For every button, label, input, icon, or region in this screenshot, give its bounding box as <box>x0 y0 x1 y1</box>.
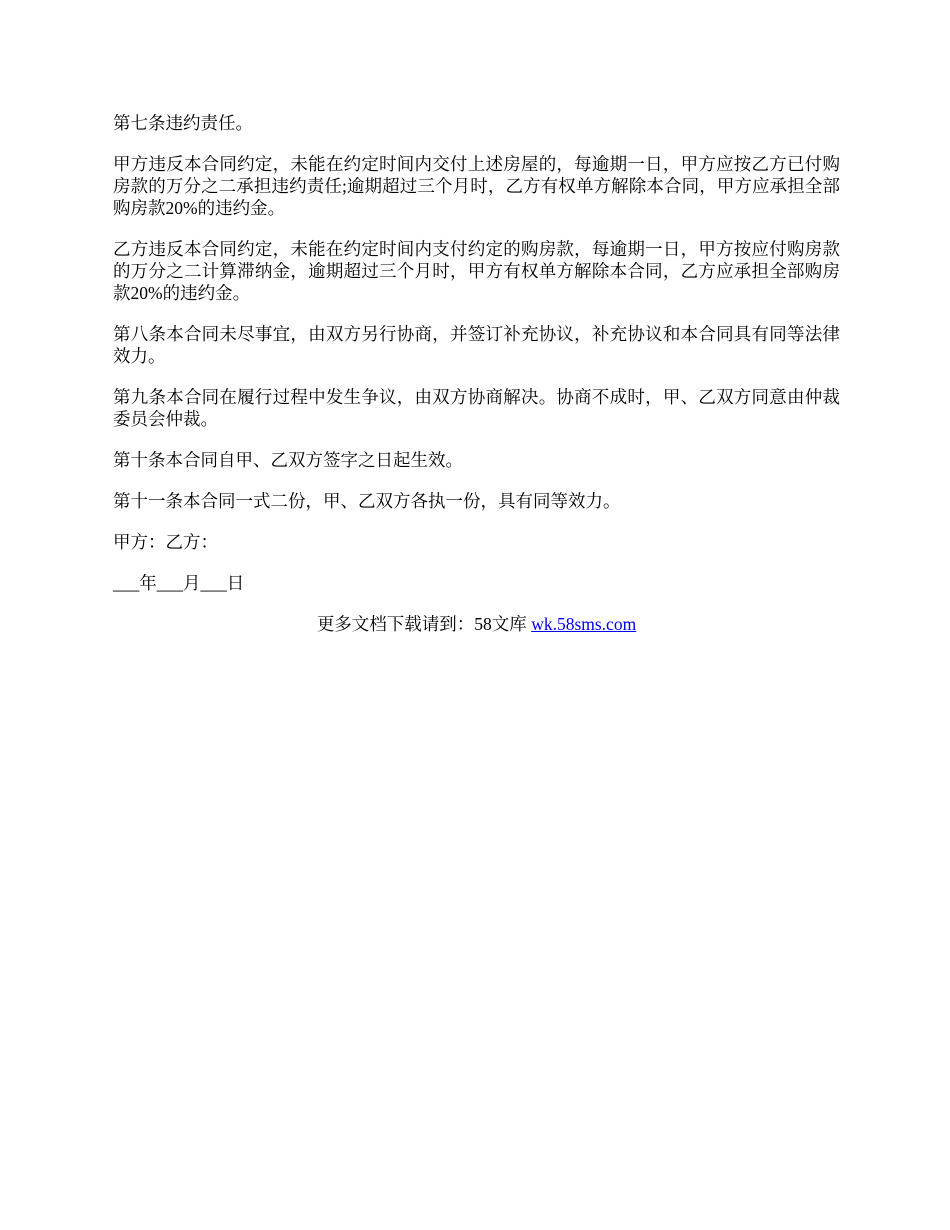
article-11-paragraph: 第十一条本合同一式二份，甲、乙双方各执一份，具有同等效力。 <box>113 491 621 511</box>
party-b-breach-paragraph: 乙方违反本合同约定，未能在约定时间内支付约定的购房款，每逾期一日，甲方按应付购房款的万分之二计算滞纳金，逾期超过三个月时，甲方有权单方解除本合同，乙方应承担全部购房款20%的违约金。 <box>113 239 840 303</box>
footer-note <box>113 613 840 635</box>
article-7-heading: 第七条违约责任。 <box>113 113 253 133</box>
footer-link[interactable]: wk.58sms.com <box>531 614 637 634</box>
article-10-paragraph: 第十条本合同自甲、乙双方签字之日起生效。 <box>113 450 463 470</box>
signature-line: 甲方：乙方： <box>113 532 218 552</box>
date-line: ___年___月___日 <box>113 573 245 593</box>
document-page <box>113 112 840 635</box>
article-8-paragraph: 第八条本合同未尽事宜，由双方另行协商，并签订补充协议，补充协议和本合同具有同等法律效力。 <box>113 324 840 366</box>
party-a-breach-paragraph: 甲方违反本合同约定，未能在约定时间内交付上述房屋的，每逾期一日，甲方应按乙方已付购房款的万分之二承担违约责任;逾期超过三个月时，乙方有权单方解除本合同，甲方应承担全部购房款20%的违约金。 <box>113 154 840 218</box>
article-9-paragraph: 第九条本合同在履行过程中发生争议，由双方协商解决。协商不成时，甲、乙双方同意由仲裁委员会仲裁。 <box>113 387 840 429</box>
footer-text: 更多文档下载请到：58文库 <box>316 614 532 634</box>
